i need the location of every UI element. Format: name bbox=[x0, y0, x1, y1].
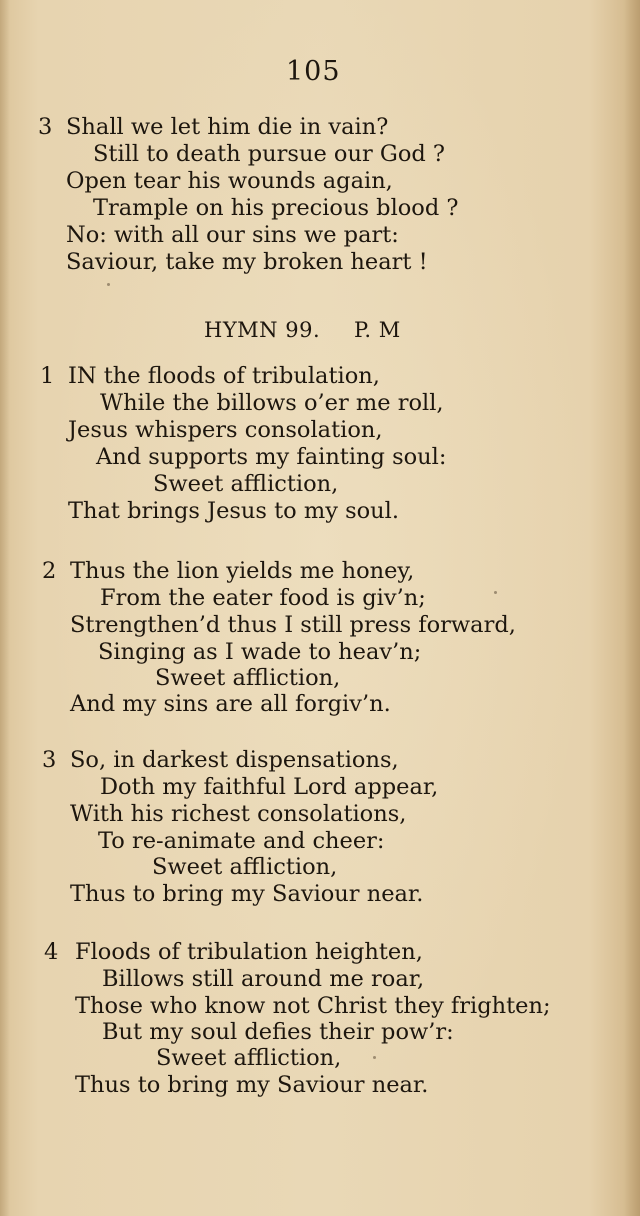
verse-line: And supports my fainting soul: bbox=[96, 444, 447, 470]
verse-number: 4 bbox=[44, 939, 59, 965]
verse-line: No: with all our sins we part: bbox=[66, 222, 399, 248]
ink-speck bbox=[373, 1056, 376, 1059]
verse-line: To re-animate and cheer: bbox=[98, 828, 385, 854]
hymn-meter: P. M bbox=[354, 318, 401, 342]
page-left-edge-shadow bbox=[0, 0, 10, 1216]
verse-line: Thus to bring my Saviour near. bbox=[75, 1072, 429, 1098]
verse-line: Those who know not Christ they frighten; bbox=[75, 993, 551, 1019]
page-right-edge-shadow bbox=[624, 0, 640, 1216]
refrain-line: Sweet affliction, bbox=[156, 1045, 342, 1071]
verse-number: 3 bbox=[38, 114, 53, 140]
verse-number: 3 bbox=[42, 747, 57, 773]
verse-line: Strengthen’d thus I still press forward, bbox=[70, 612, 516, 638]
refrain-line: Sweet affliction, bbox=[153, 471, 339, 497]
verse-line: Open tear his wounds again, bbox=[66, 168, 393, 194]
verse-number: 1 bbox=[40, 363, 55, 389]
hymn-title: HYMN 99. bbox=[204, 318, 321, 342]
verse-line: With his richest consolations, bbox=[70, 801, 407, 827]
verse-line: While the billows o’er me roll, bbox=[100, 390, 444, 416]
verse-line: Singing as I wade to heav’n; bbox=[98, 639, 422, 665]
verse-line: Still to death pursue our God ? bbox=[93, 141, 445, 167]
verse-number: 2 bbox=[42, 558, 57, 584]
verse-line: IN the floods of tribulation, bbox=[68, 363, 380, 389]
verse-line: Trample on his precious blood ? bbox=[93, 195, 459, 221]
refrain-line: Sweet affliction, bbox=[152, 854, 338, 880]
ink-speck bbox=[107, 283, 110, 286]
page-number: 105 bbox=[286, 56, 341, 87]
verse-line: Jesus whispers consolation, bbox=[68, 417, 383, 443]
verse-line: Thus the lion yields me honey, bbox=[70, 558, 415, 584]
verse-line: Shall we let him die in vain? bbox=[66, 114, 389, 140]
verse-line: Floods of tribulation heighten, bbox=[75, 939, 423, 965]
verse-line: From the eater food is giv’n; bbox=[100, 585, 426, 611]
ink-speck bbox=[494, 591, 497, 594]
refrain-line: Sweet affliction, bbox=[155, 665, 341, 691]
verse-line: That brings Jesus to my soul. bbox=[68, 498, 399, 524]
verse-line: So, in darkest dispensations, bbox=[70, 747, 399, 773]
verse-line: Doth my faithful Lord appear, bbox=[100, 774, 439, 800]
verse-line: Saviour, take my broken heart ! bbox=[66, 249, 428, 275]
verse-line: Thus to bring my Saviour near. bbox=[70, 881, 424, 907]
verse-line: But my soul defies their pow’r: bbox=[102, 1019, 454, 1045]
verse-line: And my sins are all forgiv’n. bbox=[70, 691, 391, 717]
verse-line: Billows still around me roar, bbox=[102, 966, 425, 992]
